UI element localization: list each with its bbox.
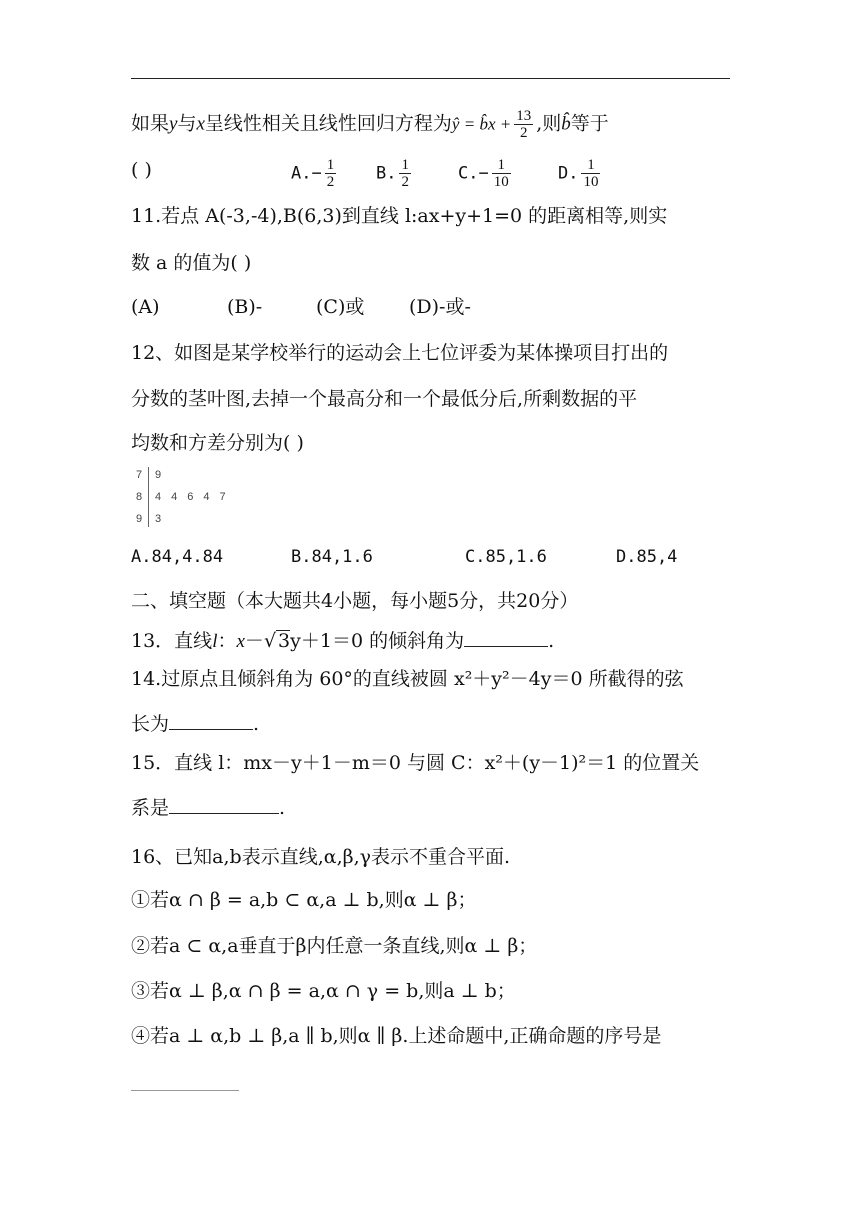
q16-item-3: ③若α ⊥ β,α ∩ β = a,α ∩ γ = b,则a ⊥ b；	[131, 980, 516, 1002]
q10-line1: 如果y与x呈线性相关且线性回归方程为ŷ = b̂x + $\frac{13}{2}$ ,则b̂等于	[131, 108, 609, 141]
q10-option-b: B. $\frac{1}{2}$	[376, 157, 409, 190]
q12-option-b: B.84,1.6	[291, 547, 373, 567]
stem-divider	[148, 467, 149, 527]
answer-blank[interactable]	[169, 791, 279, 814]
stem-leaf-plot	[133, 465, 253, 529]
q16-item-2: ②若a ⊂ α,a垂直于β内任意一条直线,则α ⊥ β；	[131, 935, 538, 957]
section-heading: 二、填空题（本大题共4小题，每小题5分，共20分）	[131, 590, 579, 612]
q10-option-a: A.− $\frac{1}{2}$	[291, 157, 335, 190]
q12-options-row	[131, 542, 731, 572]
q11-line2: 数 a 的值为( )	[131, 252, 252, 274]
q12-option-c: C.85,1.6	[465, 547, 547, 567]
q10-option-d: D. $\frac{1}{10}$	[558, 157, 599, 190]
q16-item-4: ④若a ⊥ α,b ⊥ β,a ∥ b,则α ∥ β.上述命题中,正确命题的序号是	[131, 1025, 662, 1047]
q12-option-a: A.84,4.84	[131, 547, 224, 567]
q15-line2: 系是 .	[131, 791, 285, 823]
q11-option-c: (C)或	[316, 296, 365, 318]
q10-fraction: $\frac{13}{2}$	[516, 108, 532, 141]
q12-line3: 均数和方差分别为( )	[131, 432, 304, 454]
q10-option-c: C.− $\frac{1}{10}$	[458, 157, 509, 190]
header-rule	[131, 78, 730, 79]
leaf-values: 3	[155, 513, 172, 525]
stem-value: 9	[136, 513, 143, 525]
q16-intro: 16、已知a,b表示直线,α,β,γ表示不重合平面.	[131, 846, 511, 868]
q11-line1: 11.若点 A(-3,-4),B(6,3)到直线 l:ax+y+1=0 的距离相等,则实	[131, 205, 668, 227]
q10-options-row: ( ) A.− $\frac{1}{2}$ B. $\frac{1}{2}$ C.− $\frac{1}{10}$ D. $\frac{1}{10}$	[131, 153, 731, 193]
stem-value: 8	[136, 491, 143, 503]
q11-options-row	[131, 292, 631, 322]
answer-blank[interactable]	[169, 707, 253, 730]
q11-option-d: (D)-或-	[409, 296, 471, 318]
stem-value: 7	[136, 469, 143, 481]
q15-line1: 15．直线 l：mx－y＋1－m＝0 与圆 C：x²＋(y－1)²＝1 的位置关	[131, 752, 700, 774]
q12-option-d: D.85,4	[616, 547, 678, 567]
q13-line: 13．直线l：x－√ 3y＋1＝0 的倾斜角为 .	[131, 624, 554, 657]
q16-item-1: ①若α ∩ β = a,b ⊂ α,a ⊥ b,则α ⊥ β；	[131, 889, 477, 911]
q11-option-b: (B)-	[227, 296, 263, 318]
leaf-values: 9	[155, 469, 172, 481]
answer-blank[interactable]	[464, 624, 548, 647]
q14-line1: 14.过原点且倾斜角为 60°的直线被圆 x²＋y²－4y＝0 所截得的弦	[131, 668, 684, 690]
leaf-values: 44647	[155, 491, 236, 503]
q14-line2: 长为 .	[131, 707, 259, 739]
q11-option-a: (A)	[131, 296, 160, 318]
answer-blank-line[interactable]	[131, 1090, 239, 1091]
q12-line1: 12、如图是某学校举行的运动会上七位评委为某体操项目打出的	[131, 342, 669, 364]
q12-line2: 分数的茎叶图,去掉一个最高分和一个最低分后,所剩数据的平	[131, 388, 638, 410]
